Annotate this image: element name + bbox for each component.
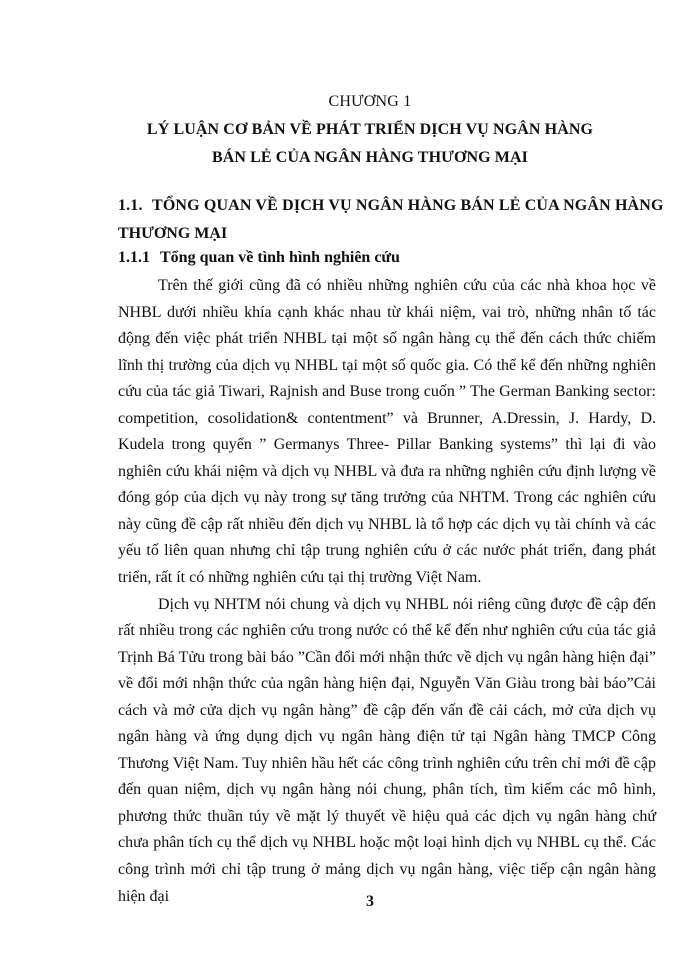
section-title-line-2: THƯƠNG MẠI bbox=[118, 225, 228, 242]
body-text bbox=[118, 273, 656, 910]
paragraph-1: Trên thế giới cũng đã có nhiều những nghiên cứu của các nhà khoa học về NHBL dưới nhiều khía cạnh khác nhau từ khái niệm, vai trò, những nhân tố tác động đến việc phát triển NHBL tại một số ngân hàng cụ thể đến cách thức chiếm lĩnh thị trường của dịch vụ NHBL tại một số quốc gia. Có thể kể đến những nghiên cứu của tác giả Tiwari, Rajnish and Buse trong cuốn ” The German Banking sector: competition, cosolidation& contentment” và Brunner, A.Dressin, J. Hardy, D. Kudela trong quyển ” Germanys Three- Pillar Banking systems” thì lại đi vào nghiên cứu khái niệm và dịch vụ NHBL và đưa ra những nghiên cứu định lượng về đóng góp của dịch vụ này trong sự tăng trưởng của NHTM. Trong các nghiên cứu này cũng đề cập rất nhiều đến dịch vụ NHBL là tổ hợp các dịch vụ tài chính và các yếu tố liên quan nhưng chỉ tập trung nghiên cứu ở các nước phát triển, đang phát triển, rất ít có những nghiên cứu tại thị trường Việt Nam. bbox=[118, 277, 656, 587]
subsection-number: 1.1.1 bbox=[118, 249, 150, 266]
section-number: 1.1. bbox=[118, 197, 143, 214]
subsection-title: Tổng quan về tình hình nghiên cứu bbox=[160, 249, 400, 266]
chapter-title-line-2: BÁN LẺ CỦA NGÂN HÀNG THƯƠNG MẠI bbox=[211, 149, 528, 166]
paragraph-2: Dịch vụ NHTM nói chung và dịch vụ NHBL nói riêng cũng được đề cập đến rất nhiều trong các nghiên cứu trong nước có thể kể đến như nghiên cứu của tác giả Trịnh Bá Tửu trong bài báo ”Cần đổi mới nhận thức về dịch vụ ngân hàng hiện đại” về đổi mới nhận thức của ngân hàng hiện đại, Nguyễn Văn Giàu trong bài báo”Cải cách và mở cửa dịch vụ ngân hàng” đề cập đến vấn đề cải cách, mở cửa dịch vụ ngân hàng và ứng dụng dịch vụ ngân hàng điện tử tại Ngân hàng TMCP Công Thương Việt Nam. Tuy nhiên hầu hết các công trình nghiên cứu trên chỉ mới đề cập đến quan niệm, dịch vụ ngân hàng nói chung, phân tích, tìm kiếm các mô hình, phương thức thuần túy về mặt lý thuyết về hiệu quả các dịch vụ ngân hàng chứ chưa phân tích cụ thể dịch vụ NHBL hoặc một loại hình dịch vụ NHBL cụ thể. Các công trình mới chỉ tập trung ở mảng dịch vụ ngân hàng, việc tiếp cận ngân hàng hiện đại bbox=[118, 595, 656, 905]
chapter-number: CHƯƠNG 1 bbox=[328, 93, 412, 110]
chapter-title-line-1: LÝ LUẬN CƠ BẢN VỀ PHÁT TRIỂN DỊCH VỤ NGÂN HÀNG bbox=[146, 121, 594, 138]
subsection-heading bbox=[118, 249, 400, 267]
page-number: 3 bbox=[366, 893, 374, 910]
section-title-line-1: TỔNG QUAN VỀ DỊCH VỤ NGÂN HÀNG BÁN LẺ CỦA NGÂN HÀNG bbox=[152, 197, 664, 214]
section-heading bbox=[118, 197, 664, 215]
